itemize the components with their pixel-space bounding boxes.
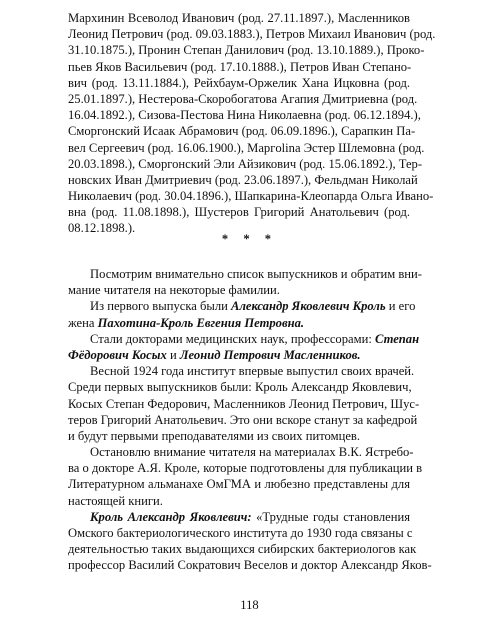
paragraph-line — [68, 315, 410, 331]
person-name: Фёдорович Косых — [68, 347, 167, 362]
paragraph-line: Омского бактериологического института до 1930 года связаны с — [68, 526, 413, 540]
graduates-list — [68, 10, 436, 237]
list-line: Николаевич (род. 30.04.1896.), Шапкарина-Клеопарда Ольга Ивано- — [68, 189, 434, 204]
paragraph-line: Литературном альманахе ОмГМА и любезно представлены для — [68, 477, 410, 492]
list-line: Мархинин Всеволод Иванович (род. 27.11.1897.), Масленников — [68, 11, 410, 25]
text-run: жена — [68, 315, 98, 330]
person-name: Леонид Петрович Масленников. — [179, 347, 361, 362]
paragraph-line: настоящей книги. — [68, 493, 163, 508]
text-run: и его — [385, 299, 416, 314]
paragraph-line — [68, 298, 416, 314]
text-run: и — [166, 347, 180, 362]
paragraph-line: Посмотрим внимательно список выпускников и обратим вни- — [90, 267, 422, 281]
text-run: «Трудные годы становления — [251, 509, 411, 524]
list-line: пьев Яков Васильевич (род. 17.10.1888.), Петров Иван Степано- — [68, 59, 412, 74]
paragraph-line: ва о докторе А.Я. Кроле, которые подготовлены для публикации в — [68, 461, 423, 476]
list-line: Сморгонский Исаак Абрамович (род. 06.09.1896.), Сарапкин Па- — [68, 124, 416, 139]
page-number: 118 — [240, 598, 259, 612]
paragraph-line: Весной 1924 года институт впервые выпустил своих врачей. — [90, 364, 415, 379]
paragraph-line: теров Григорий Анатольевич. Это они вскоре станут за кафедрой — [68, 412, 418, 427]
list-line: вич (род. 13.11.1884.), Рейхбаум-Оржелик Хана Ицковна (род. — [68, 75, 410, 90]
paragraph-line: деятельностью таких выдающихся сибирских бактериологов как — [68, 542, 417, 557]
list-line: Леонид Петрович (род. 09.03.1883.), Петров Михаил Иванович (род. — [68, 27, 436, 42]
body-text — [68, 266, 432, 574]
paragraph-line — [68, 331, 420, 347]
list-line: новских Иван Дмитриевич (род. 23.06.1897.), Фельдман Николай — [68, 172, 418, 187]
paragraph-line: и будут первыми преподавателями из своих питомцев. — [68, 428, 360, 443]
paragraph-line: Косых Степан Федорович, Масленников Леонид Петрович, Шус- — [68, 396, 420, 411]
paragraph-line — [68, 509, 410, 525]
section-separator: * * * — [221, 232, 278, 246]
list-line: 16.04.1892.), Сизова-Пестова Нина Николаевна (род. 06.12.1894.), — [68, 108, 421, 123]
text-run: Из первого выпуска были — [90, 299, 232, 314]
list-line: 20.03.1898.), Сморгонский Эли Айзикович (род. 15.06.1892.), Тер- — [68, 156, 423, 171]
list-line: 25.01.1897.), Нестерова-Скоробогатова Агапия Дмитриевна (род. — [68, 91, 418, 106]
person-name: Пахотина-Кроль Евгения Петровна. — [97, 315, 305, 330]
text-run: Стали докторами медицинских наук, профессорами: — [90, 331, 375, 346]
list-line: 31.10.1875.), Пронин Степан Данилович (род. 13.10.1889.), Проко- — [68, 43, 425, 58]
paragraph-line: Среди первых выпускников были: Кроль Александр Яковлевич, — [68, 380, 412, 395]
person-name: Александр Яковлевич Кроль — [231, 299, 386, 314]
paragraph-line: мание читателя на некоторые фамилии. — [68, 283, 280, 298]
paragraph-line: профессор Василий Сократович Веселов и доктор Александр Яков- — [68, 558, 432, 573]
paragraph-line: Остановлю внимание читателя на материалах В.К. Ястребо- — [90, 445, 414, 460]
list-line: вел Сергеевич (род. 16.06.1900.), Маргolina Эстер Шлемовна (род. — [68, 140, 425, 155]
person-name: Степан — [374, 331, 420, 346]
list-line: 08.12.1898.). — [68, 221, 136, 236]
paragraph-line — [68, 347, 410, 363]
person-name: Кроль Александр Яковлевич: — [90, 509, 252, 524]
list-line: вна (род. 11.08.1898.), Шустеров Григорий Анатольевич (род. — [68, 205, 410, 220]
